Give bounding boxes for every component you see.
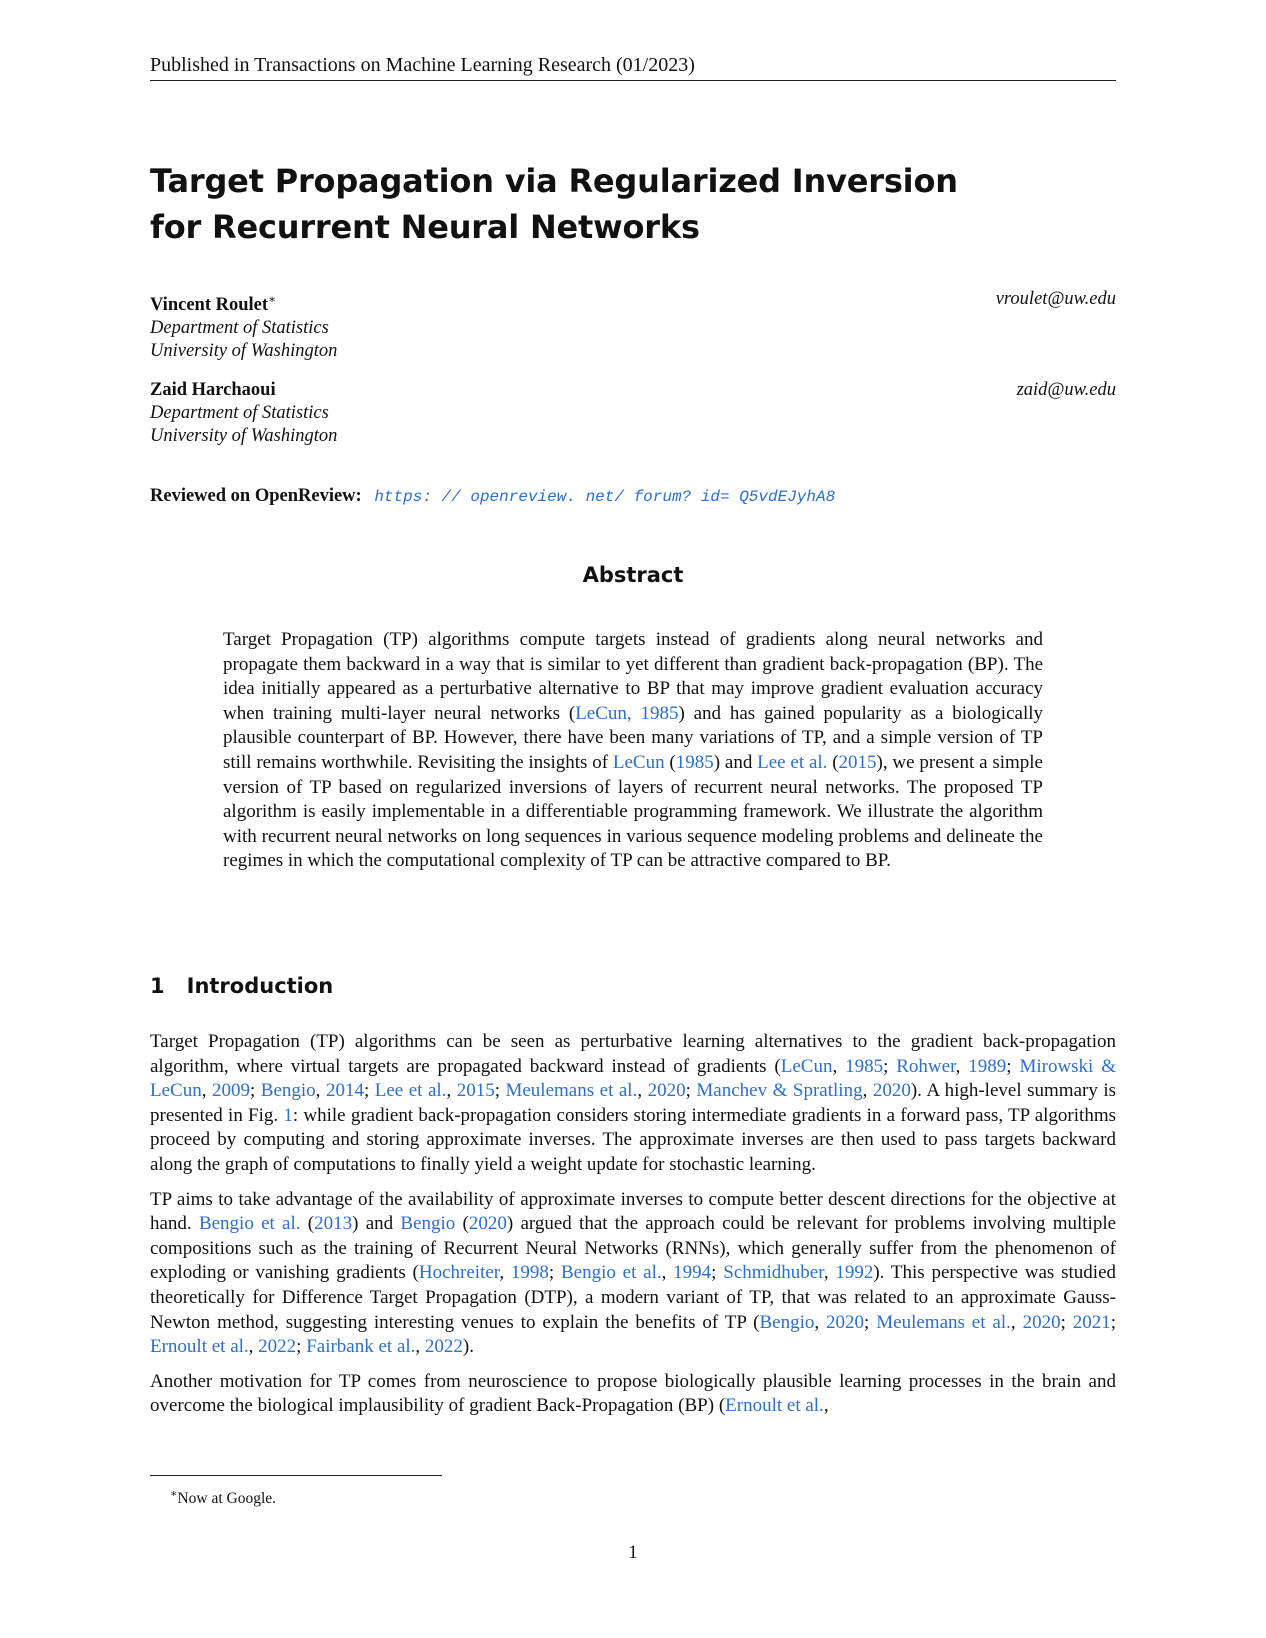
citation-link[interactable]: LeCun [612, 751, 665, 773]
citation-link[interactable]: Lee et al. [374, 1080, 447, 1102]
citation-link[interactable]: Bengio et al. [560, 1262, 662, 1284]
citation-link[interactable]: 2013 [314, 1213, 353, 1235]
footnote-divider [150, 1475, 442, 1476]
author-university: University of Washington [150, 426, 338, 446]
openreview-line [150, 484, 835, 509]
citation-link[interactable]: Ernoult et al. [150, 1336, 249, 1358]
openreview-link[interactable]: https: // openreview. net/ forum? id= Q5vdEJyhA8 [374, 488, 836, 506]
citation-link[interactable]: Bengio [260, 1080, 316, 1102]
citation-link[interactable]: 2022 [258, 1336, 297, 1358]
section-title: Introduction [186, 974, 334, 998]
citation-link[interactable]: Meulemans et al. [505, 1080, 638, 1102]
author-department: Department of Statistics [150, 403, 329, 423]
journal-line: Published in Transactions on Machine Learning Research (01/2023) [150, 54, 695, 76]
paragraph: TP aims to take advantage of the availability of approximate inverses to compute better descent directions for the objective at hand. Bengio et al. (2013) and Bengio (2020) argued that the approach could be relevant for problems involving multiple compositions such as the training of Recurrent Neural Networks (RNNs), which generally suffer from the phenomenon of exploding or vanishing gradients (Hochreiter, 1998; Bengio et al., 1994; Schmidhuber, 1992). This perspective was studied theoretically for Difference Target Propagation (DTP), a modern variant of TP, that was related to an approximate Gauss-Newton method, suggesting interesting venues to explain the benefits of TP (Bengio, 2020; Meulemans et al., 2020; 2021; Ernoult et al., 2022; Fairbank et al., 2022). [150, 1188, 1117, 1358]
author-name: Vincent Roulet∗ [150, 292, 277, 316]
author-email[interactable]: zaid@uw.edu [1016, 380, 1116, 400]
citation-link[interactable]: Bengio [759, 1311, 815, 1333]
abstract-text: Target Propagation (TP) algorithms compute targets instead of gradients along neural networks and propagate them backward in a way that is similar to yet different than gradient back-propagation (BP). The idea initially appeared as a perturbative alternative to BP that may improve gradient evaluation accuracy when training multi-layer neural networks (LeCun, 1985) and has gained popularity as a biologically plausible counterpart of BP. However, there have been many variations of TP, and a simple version of TP still remains worthwhile. Revisiting the insights of LeCun (1985) and Lee et al. (2015), we present a simple version of TP based on regularized inversions of layers of recurrent neural networks. The proposed TP algorithm is easily implementable in a differentiable programming framework. We illustrate the algorithm with recurrent neural networks on long sequences in various sequence modeling problems and delineate the regimes in which the computational complexity of TP can be attractive compared to BP. [223, 629, 1043, 872]
footnote-mark: ∗ [170, 1488, 178, 1500]
introduction-body [150, 1030, 1116, 1429]
author-university: University of Washington [150, 341, 338, 362]
citation-link[interactable]: Rohwer [896, 1055, 956, 1077]
author-department: Department of Statistics [150, 318, 329, 339]
citation-link[interactable]: 1998 [510, 1262, 549, 1284]
footnote-text: Now at Google. [177, 1490, 277, 1508]
citation-link[interactable]: Ernoult et al. [725, 1395, 824, 1417]
citation-link[interactable]: 1985 [845, 1055, 884, 1077]
title-line-2: for Recurrent Neural Networks [150, 208, 700, 246]
abstract-heading: Abstract [582, 563, 684, 587]
citation-link[interactable]: 1985 [675, 751, 714, 773]
citation-link[interactable]: 2020 [826, 1311, 865, 1333]
author-email[interactable]: vroulet@uw.edu [995, 289, 1116, 309]
citation-link[interactable]: 2009 [211, 1080, 250, 1102]
paragraph: Another motivation for TP comes from neuroscience to propose biologically plausible learning processes in the brain and overcome the biological implausibility of gradient Back-Propagation (BP) (Ernoult et al., [150, 1370, 1116, 1417]
citation-link[interactable]: Fairbank et al. [306, 1336, 416, 1358]
page-number: 1 [628, 1542, 638, 1563]
figure-link[interactable]: 1 [283, 1104, 293, 1126]
citation-link[interactable]: LeCun, 1985 [575, 702, 679, 724]
citation-link[interactable]: Hochreiter [418, 1262, 500, 1284]
citation-link[interactable]: Bengio [400, 1213, 456, 1235]
citation-link[interactable]: 2020 [468, 1213, 507, 1235]
citation-link[interactable]: 2020 [1022, 1311, 1061, 1333]
author-block-1 [150, 288, 1116, 363]
paragraph: Target Propagation (TP) algorithms can be seen as perturbative learning alternatives to the gradient back-propagation algorithm, where virtual targets are propagated backward instead of gradients (LeCun, 1985; Rohwer, 1989; Mirowski & LeCun, 2009; Bengio, 2014; Lee et al., 2015; Meulemans et al., 2020; Manchev & Spratling, 2020). A high-level summary is presented in Fig. 1: while gradient back-propagation considers storing intermediate gradients in a forward pass, TP algorithms proceed by computing and storing approximate inverses. The approximate inverses are then used to pass targets backward along the graph of computations to finally yield a weight update for stochastic learning. [150, 1031, 1117, 1175]
citation-link[interactable]: Manchev & Spratling [696, 1080, 863, 1102]
citation-link[interactable]: Bengio et al. [198, 1213, 301, 1235]
citation-link[interactable]: Schmidhuber [723, 1262, 824, 1284]
author-block-2 [150, 379, 1116, 448]
openreview-label: Reviewed on OpenReview: [150, 486, 362, 506]
citation-link[interactable]: Meulemans et al. [876, 1311, 1011, 1333]
citation-link[interactable]: LeCun [780, 1055, 833, 1077]
citation-link[interactable]: 2014 [325, 1080, 364, 1102]
citation-link[interactable]: 1994 [673, 1262, 712, 1284]
citation-link[interactable]: 2015 [456, 1080, 495, 1102]
paper-title [150, 158, 1050, 250]
citation-link[interactable]: 2015 [838, 751, 877, 773]
citation-link[interactable]: Lee et al. [757, 751, 828, 773]
author-name: Zaid Harchaoui [150, 380, 276, 400]
title-line-1: Target Propagation via Regularized Inversion [150, 162, 958, 200]
citation-link[interactable]: 1992 [835, 1262, 874, 1284]
footnote [170, 1484, 276, 1509]
section-number: 1 [150, 974, 165, 998]
citation-link[interactable]: 2020 [872, 1080, 911, 1102]
citation-link[interactable]: 2020 [647, 1080, 686, 1102]
section-heading [150, 974, 333, 998]
citation-link[interactable]: 2021 [1072, 1311, 1111, 1333]
citation-link[interactable]: 2022 [424, 1336, 463, 1358]
running-header [150, 52, 1116, 81]
citation-link[interactable]: Mirowski & LeCun [150, 1055, 1116, 1102]
citation-link[interactable]: 1989 [968, 1055, 1007, 1077]
